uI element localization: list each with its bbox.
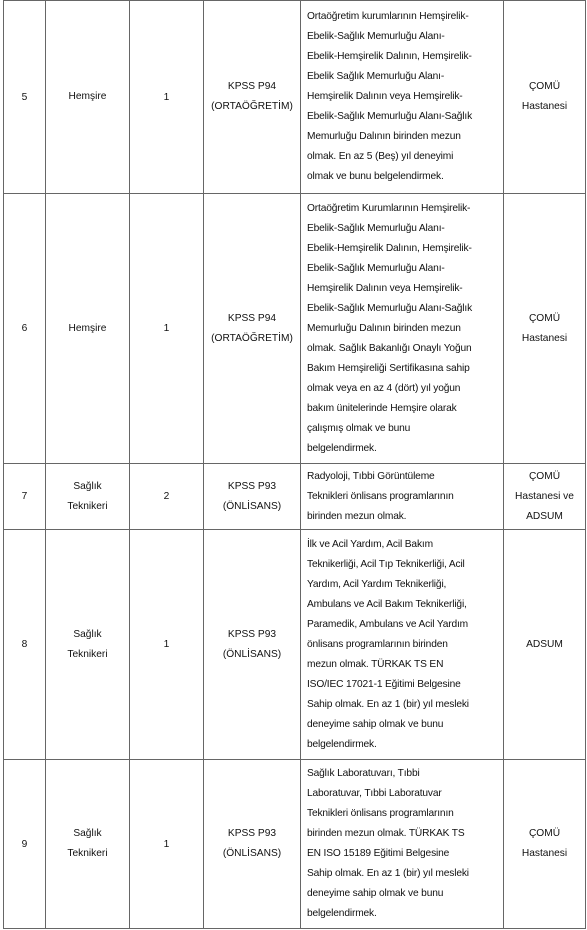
kpss-level: (ÖNLİSANS) <box>222 500 282 512</box>
requirement-line: Ebelik-Sağlık Memurluğu Alanı- <box>307 262 445 274</box>
workplace-line: ADSUM <box>526 638 563 650</box>
kpss-score-type <box>204 530 301 760</box>
kpss-level: (ORTAÖĞRETİM) <box>211 332 293 344</box>
requirement-line: Sahip olmak. En az 1 (bir) yıl mesleki <box>307 868 469 879</box>
requirement-line: Ambulans ve Acil Bakım Teknikerliği, <box>307 598 467 610</box>
table-row <box>4 1 586 194</box>
requirement-line: Ortaöğretim kurumlarının Hemşirelik- <box>307 11 469 22</box>
requirement-line: belgelendirmek. <box>307 442 377 454</box>
requirement-line: Sahip olmak. En az 1 (bir) yıl mesleki <box>307 698 469 710</box>
requirements <box>301 760 504 929</box>
workplace <box>504 760 586 929</box>
requirement-line: olmak. En az 5 (Beş) yıl deneyimi <box>307 151 454 162</box>
kpss-code: KPSS P93 <box>227 480 277 492</box>
requirement-line: Teknikleri önlisans programlarının <box>307 808 454 819</box>
requirement-line: Yardım, Acil Yardım Teknikerliği, <box>307 578 447 590</box>
position-count: 1 <box>130 760 204 929</box>
table-row <box>4 760 586 929</box>
requirement-line: Teknikerliği, Acil Tıp Teknikerliği, Acil <box>307 558 465 570</box>
kpss-score-type <box>204 464 301 530</box>
workplace-line: ÇOMÜ <box>528 312 561 324</box>
row-number: 6 <box>4 194 46 464</box>
requirement-line: EN ISO 15189 Eğitimi Belgesine <box>307 848 450 859</box>
table-row <box>4 464 586 530</box>
requirement-line: olmak veya en az 4 (dört) yıl yoğun <box>307 382 461 394</box>
kpss-score-type <box>204 760 301 929</box>
kpss-code: KPSS P94 <box>227 81 277 92</box>
kpss-level: (ÖNLİSANS) <box>222 848 282 859</box>
requirement-line: belgelendirmek. <box>307 738 377 750</box>
workplace <box>504 530 586 760</box>
position-title: Hemşire <box>46 194 130 464</box>
kpss-level: (ORTAÖĞRETİM) <box>211 101 293 112</box>
position-count: 2 <box>130 464 204 530</box>
position-title-line: Teknikeri <box>67 500 108 512</box>
requirement-line: Ebelik-Hemşirelik Dalının, Hemşirelik- <box>307 242 472 254</box>
workplace-line: ÇOMÜ <box>528 828 561 839</box>
requirement-line: Ebelik-Sağlık Memurluğu Alanı- <box>307 222 445 234</box>
requirement-line: deneyime sahip olmak ve bunu <box>307 888 444 899</box>
requirement-line: Hemşirelik Dalının veya Hemşirelik- <box>307 91 463 102</box>
position-title-line: Sağlık <box>73 828 102 839</box>
requirement-line: Hemşirelik Dalının veya Hemşirelik- <box>307 282 463 294</box>
row-number: 5 <box>4 1 46 194</box>
requirement-line: Ebelik-Sağlık Memurluğu Alanı-Sağlık <box>307 111 473 122</box>
requirement-line: birinden mezun olmak. TÜRKAK TS <box>307 828 465 839</box>
requirement-line: İlk ve Acil Yardım, Acil Bakım <box>307 538 433 550</box>
workplace-line: Hastanesi <box>521 101 568 112</box>
requirement-line: çalışmış olmak ve bunu <box>307 422 411 434</box>
row-number: 9 <box>4 760 46 929</box>
requirement-line: Sağlık Laboratuvarı, Tıbbi <box>307 768 420 779</box>
requirement-line: Ebelik-Sağlık Memurluğu Alanı-Sağlık <box>307 302 473 314</box>
requirements <box>301 530 504 760</box>
requirement-line: Ebelik-Hemşirelik Dalının, Hemşirelik- <box>307 51 472 62</box>
requirement-line: Memurluğu Dalının birinden mezun <box>307 322 461 334</box>
kpss-level: (ÖNLİSANS) <box>222 648 282 660</box>
table-row <box>4 530 586 760</box>
position-title <box>46 530 130 760</box>
kpss-code: KPSS P93 <box>227 628 277 640</box>
workplace-line: Hastanesi ve <box>515 490 574 502</box>
job-table <box>3 0 586 929</box>
requirements <box>301 464 504 530</box>
position-title <box>46 760 130 929</box>
workplace <box>504 1 586 194</box>
position-count: 1 <box>130 1 204 194</box>
workplace <box>504 464 586 530</box>
workplace-line: ÇOMÜ <box>528 81 561 92</box>
row-number: 8 <box>4 530 46 760</box>
requirement-line: belgelendirmek. <box>307 908 377 919</box>
position-title-line: Sağlık <box>73 480 102 492</box>
requirement-line: bakım ünitelerinde Hemşire olarak <box>307 402 457 414</box>
position-title <box>46 464 130 530</box>
position-title-line: Teknikeri <box>67 848 108 859</box>
kpss-code: KPSS P94 <box>227 312 277 324</box>
position-title-line: Teknikeri <box>67 648 108 660</box>
position-title: Hemşire <box>46 1 130 194</box>
requirement-line: deneyime sahip olmak ve bunu <box>307 718 444 730</box>
workplace-line: Hastanesi <box>521 848 568 859</box>
requirement-line: Memurluğu Dalının birinden mezun <box>307 131 461 142</box>
workplace-line: Hastanesi <box>521 332 568 344</box>
workplace-line: ÇOMÜ <box>528 470 561 482</box>
row-number: 7 <box>4 464 46 530</box>
requirement-line: olmak ve bunu belgelendirmek. <box>307 171 444 182</box>
kpss-code: KPSS P93 <box>227 828 277 839</box>
workplace-line: ADSUM <box>526 510 563 522</box>
requirements <box>301 194 504 464</box>
requirement-line: önlisans programlarının birinden <box>307 638 448 650</box>
requirement-line: birinden mezun olmak. <box>307 510 407 522</box>
position-title-line: Sağlık <box>73 628 102 640</box>
requirement-line: Teknikleri önlisans programlarının <box>307 490 454 502</box>
position-count: 1 <box>130 530 204 760</box>
requirement-line: Radyoloji, Tıbbi Görüntüleme <box>307 470 435 482</box>
requirements <box>301 1 504 194</box>
requirement-line: ISO/IEC 17021-1 Eğitimi Belgesine <box>307 678 461 690</box>
requirement-line: Paramedik, Ambulans ve Acil Yardım <box>307 618 468 630</box>
kpss-score-type <box>204 1 301 194</box>
workplace <box>504 194 586 464</box>
requirement-line: olmak. Sağlık Bakanlığı Onaylı Yoğun <box>307 342 472 354</box>
position-count: 1 <box>130 194 204 464</box>
requirement-line: Ebelik Sağlık Memurluğu Alanı- <box>307 71 445 82</box>
requirement-line: Bakım Hemşireliği Sertifikasına sahip <box>307 362 470 374</box>
requirement-line: Laboratuvar, Tıbbi Laboratuvar <box>307 788 442 799</box>
table-row <box>4 194 586 464</box>
kpss-score-type <box>204 194 301 464</box>
requirement-line: Ebelik-Sağlık Memurluğu Alanı- <box>307 31 445 42</box>
requirement-line: Ortaöğretim Kurumlarının Hemşirelik- <box>307 202 471 214</box>
requirement-line: mezun olmak. TÜRKAK TS EN <box>307 658 444 670</box>
